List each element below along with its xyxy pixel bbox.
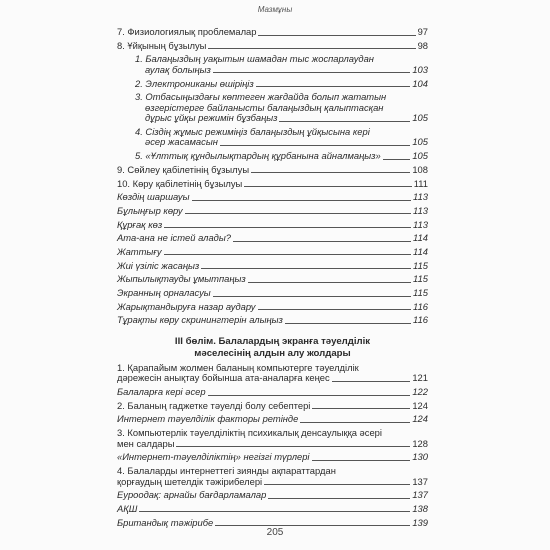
section-heading	[117, 336, 428, 360]
toc-entry	[117, 151, 428, 162]
toc-entry-title: Жиі үзіліс жасаңыз	[117, 259, 200, 271]
toc-leader	[213, 72, 410, 73]
toc-entry-page: 137	[412, 489, 428, 501]
toc-entry-title: 4. Сіздің жұмыс режиміңіз балаңыздың ұйқысына кері	[135, 125, 370, 137]
toc-entry-page: 105	[412, 112, 428, 124]
toc-entry	[117, 439, 428, 450]
toc-entry-page: 137	[412, 475, 428, 487]
toc-entry-title: Құрғақ көз	[117, 218, 163, 230]
toc-entry-page: 116	[413, 300, 428, 312]
toc-entry	[117, 65, 428, 76]
toc-entry	[117, 220, 428, 231]
toc-entry-title: 5. «Ұлттық құндылықтардың құрбанына айналмаңыз»	[135, 150, 381, 162]
toc-entry	[117, 137, 428, 148]
toc-entry-title: 7. Физиологиялық проблемалар	[117, 26, 257, 37]
toc-entry-title: Бұлыңғыр көру	[117, 204, 183, 216]
toc-entry-page: 121	[412, 372, 428, 384]
toc-entry-page: 128	[412, 437, 428, 449]
toc-entry	[117, 477, 428, 488]
toc-entry	[117, 113, 428, 124]
toc-entry-page: 105	[412, 150, 428, 162]
toc-entry-title: 9. Сөйлеу қабілетінің бұзылуы	[117, 163, 250, 175]
toc-entry-page: 114	[413, 245, 428, 257]
toc-entry-title: Жаттығу	[117, 245, 162, 257]
toc-entry-title: дұрыс ұйқы режимін бұзбаңыз	[145, 112, 278, 124]
toc-entry-title: Интернет тәуелділік факторы ретінде	[117, 413, 299, 425]
toc-entry	[117, 302, 428, 313]
toc-entry	[117, 233, 428, 244]
toc-leader	[279, 121, 410, 122]
toc-entry-title: АҚШ	[117, 502, 138, 514]
section-heading-line-2: мәселесінің алдын алу жолдары	[194, 347, 351, 359]
toc-entry-page: 113	[413, 191, 428, 203]
toc-entry	[117, 315, 428, 326]
toc-leader	[139, 511, 410, 512]
toc-entry	[117, 466, 428, 477]
toc-leader	[251, 172, 410, 173]
toc-leader	[383, 159, 411, 160]
toc-part-1	[117, 27, 428, 326]
toc-entry	[117, 165, 428, 176]
toc-entry-page: 114	[413, 232, 428, 244]
toc-entry	[117, 401, 428, 412]
toc-entry-title: аулақ болыңыз	[145, 63, 211, 75]
toc-entry-title: Еуроодақ: арнайы бағдарламалар	[117, 489, 267, 501]
toc-entry-title: Көздің шаршауы	[117, 191, 190, 203]
toc-leader	[268, 498, 410, 499]
toc-entry-title: қорғаудың шетелдік тәжірибелері	[117, 475, 263, 487]
toc-entry-page: 138	[412, 502, 428, 514]
toc-entry-title: Британдық тәжірибе	[117, 516, 214, 528]
toc-entry-title: 2. Электрониканы өшіріңіз	[135, 77, 254, 89]
toc-entry	[117, 192, 428, 203]
toc-entry-title: Экранның орналасуы	[117, 287, 211, 298]
toc-leader	[300, 422, 410, 423]
toc-entry	[117, 41, 428, 52]
section-heading-line-1: III бөлім. Балалардың экранға тәуелділік	[174, 335, 371, 347]
toc-entry-page: 115	[413, 273, 428, 285]
toc-entry-page: 105	[412, 136, 428, 148]
toc-leader	[215, 525, 410, 526]
toc-entry-title: 3. Отбасыңыздағы көптеген жағдайда болып жататын	[135, 91, 387, 103]
toc-entry	[117, 206, 428, 217]
toc-entry-title: «Интернет-тәуелділіктің» негізгі түрлері	[117, 451, 310, 463]
toc-entry-page: 98	[417, 39, 428, 51]
toc-entry-title: 8. Ұйқының бұзылуы	[117, 39, 207, 51]
toc-entry	[117, 288, 428, 299]
toc-entry-page: 130	[412, 451, 428, 463]
toc-leader	[213, 296, 411, 297]
toc-entry-page: 97	[417, 26, 428, 37]
toc-leader	[176, 446, 410, 447]
toc-leader	[312, 408, 410, 409]
toc-entry-title: 4. Балаларды интернеттегі зиянды ақпараттардан	[117, 465, 336, 476]
toc-entry	[117, 387, 428, 398]
toc-entry	[117, 274, 428, 285]
toc-entry-page: 124	[412, 413, 428, 425]
toc-entry-title: 2. Баланың гаджетке тәуелді болу себептері	[117, 399, 311, 411]
toc-entry-page: 111	[413, 177, 428, 189]
page-number: 205	[266, 527, 284, 538]
toc-entry-title: Балаларға кері әсер	[117, 386, 206, 398]
toc-entry-title: Тұрақты көру скринингтерін алыңыз	[117, 314, 283, 326]
toc-leader	[164, 254, 411, 255]
toc-entry	[117, 261, 428, 272]
toc-entry-title: Жарықтандыруға назар аудару	[117, 300, 256, 312]
toc-entry-title: өзгерістерге байланысты балаңыздың қалыптасқан	[145, 101, 384, 113]
toc-entry-title: 10. Көру қабілетінің бұзылуы	[117, 177, 243, 189]
toc-leader	[244, 186, 411, 187]
toc-entry-title: Жыпылықтауды ұмытпаңыз	[117, 273, 246, 285]
toc-entry-title: 1. Балаңыздың уақытын шамадан тыс жоспарлаудан	[135, 53, 374, 65]
toc-entry	[117, 27, 428, 38]
toc-leader	[248, 282, 411, 283]
toc-entry-title: Ата-ана не істей алады?	[117, 232, 231, 244]
toc-leader	[332, 381, 411, 382]
toc-leader	[220, 145, 410, 146]
toc-leader	[208, 48, 415, 49]
toc-entry	[117, 490, 428, 501]
toc-entry-title: дәрежесін анықтау бойынша ата-аналарға кеңес	[117, 372, 330, 384]
toc-leader	[201, 268, 411, 269]
toc-entry-page: 115	[413, 259, 428, 271]
toc-leader	[258, 35, 415, 36]
table-of-contents	[117, 27, 428, 528]
toc-part-2	[117, 363, 428, 528]
toc-entry-page: 104	[412, 77, 428, 89]
toc-leader	[192, 200, 412, 201]
toc-entry-title: әсер жасамасын	[145, 136, 218, 148]
toc-leader	[233, 241, 411, 242]
toc-entry-page: 116	[413, 314, 428, 326]
toc-leader	[164, 227, 411, 228]
toc-entry	[117, 452, 428, 463]
toc-entry-page: 139	[412, 516, 428, 528]
toc-entry-page: 115	[413, 287, 428, 298]
toc-entry	[117, 504, 428, 515]
toc-leader	[285, 323, 411, 324]
toc-entry-title: 1. Қарапайым жолмен баланың компьютерге тәуелділік	[117, 361, 359, 373]
toc-entry	[117, 179, 428, 190]
toc-entry-page: 103	[412, 63, 428, 75]
toc-entry-page: 113	[413, 204, 428, 216]
toc-entry	[117, 247, 428, 258]
toc-leader	[312, 460, 411, 461]
toc-entry-page: 124	[412, 399, 428, 411]
toc-entry	[117, 79, 428, 90]
toc-entry-page: 108	[412, 163, 428, 175]
toc-leader	[256, 86, 411, 87]
toc-entry-page: 122	[412, 386, 428, 398]
toc-entry-title: 3. Компьютерлік тәуелділіктің психикалық денсаулыққа әсері	[117, 427, 382, 439]
toc-entry-title: мен салдары	[117, 437, 175, 449]
toc-leader	[185, 213, 411, 214]
toc-leader	[208, 395, 411, 396]
toc-entry	[117, 373, 428, 384]
toc-leader	[258, 309, 412, 310]
toc-entry-page: 113	[413, 218, 428, 230]
toc-entry	[117, 414, 428, 425]
running-head: Мазмұны	[257, 5, 293, 14]
toc-leader	[264, 484, 410, 485]
